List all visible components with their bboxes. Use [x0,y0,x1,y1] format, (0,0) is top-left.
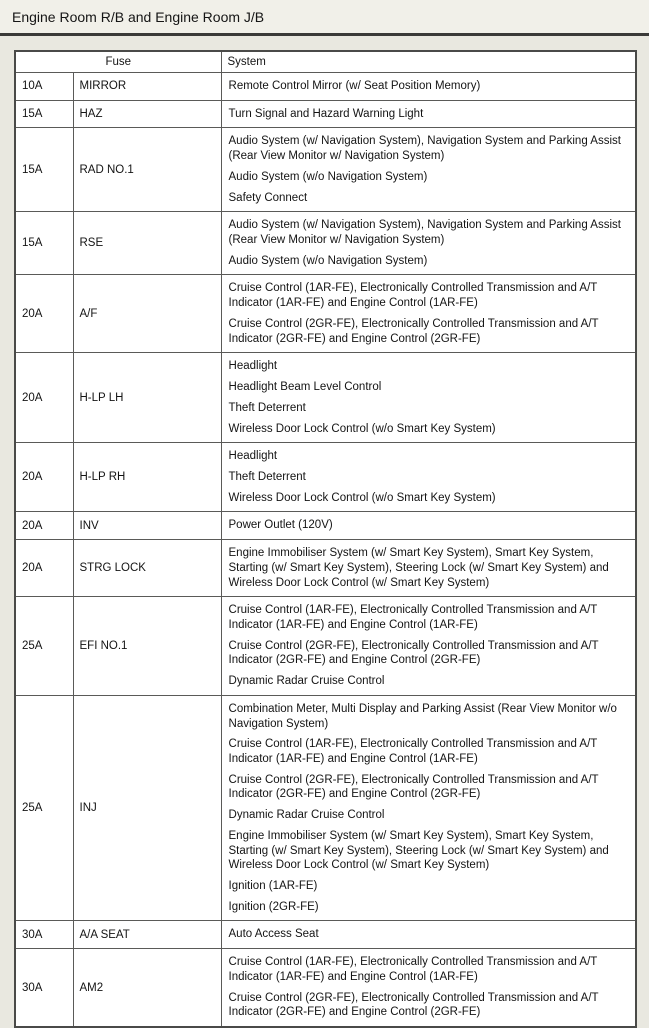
system-item: Cruise Control (2GR-FE), Electronically Controlled Transmission and A/T Indicator (2GR-FE) and Engine Control (2GR-FE) [228,639,599,667]
fuse-systems [221,921,636,949]
fuse-amp: 30A [15,921,73,949]
fuse-row [15,73,636,101]
fuse-table [14,50,637,1028]
system-item: Cruise Control (1AR-FE), Electronically Controlled Transmission and A/T Indicator (1AR-FE) and Engine Control (1AR-FE) [228,738,598,765]
fuse-row [15,443,636,512]
fuse-name: RAD NO.1 [73,128,221,212]
fuse-amp: 20A [15,275,73,353]
fuse-systems [221,128,636,212]
system-item: Headlight [228,360,278,373]
system-item: Auto Access Seat [228,928,319,941]
fuse-name: INV [73,512,221,540]
system-item: Headlight Beam Level Control [228,381,382,394]
fuse-amp: 20A [15,540,73,597]
fuse-row [15,100,636,128]
fuse-table-body [15,73,636,1028]
fuse-amp: 25A [15,695,73,921]
system-item: Power Outlet (120V) [228,519,333,532]
fuse-name: H-LP LH [73,353,221,443]
column-header-system: System [221,51,636,73]
system-item: Cruise Control (1AR-FE), Electronically Controlled Transmission and A/T Indicator (1AR-FE) and Engine Control (1AR-FE) [228,282,598,310]
page-title [0,0,649,36]
system-item: Audio System (w/ Navigation System), Navigation System and Parking Assist (Rear View Monitor w/ Navigation System) [228,219,621,247]
system-item: Cruise Control (1AR-FE), Electronically Controlled Transmission and A/T Indicator (1AR-FE) and Engine Control (1AR-FE) [228,956,598,983]
fuse-systems [221,100,636,128]
fuse-name: EFI NO.1 [73,597,221,696]
system-item: Engine Immobiliser System (w/ Smart Key System), Smart Key System, Starting (w/ Smart Key System), Steering Lock (w/ Smart Key System) and Wireless Door Lock Control (w/ Smart Key System) [228,829,609,872]
system-item: Audio System (w/o Navigation System) [228,254,428,267]
system-item: Cruise Control (2GR-FE), Electronically Controlled Transmission and A/T Indicator (2GR-FE) and Engine Control (2GR-FE) [228,317,599,345]
system-item: Headlight [228,450,278,463]
fuse-row [15,695,636,921]
fuse-row [15,275,636,353]
fuse-systems [221,275,636,353]
system-item: Remote Control Mirror (w/ Seat Position Memory) [228,80,481,92]
fuse-name: INJ [73,695,221,921]
fuse-row [15,949,636,1027]
fuse-row [15,597,636,696]
fuse-name: A/F [73,275,221,353]
fuse-systems [221,512,636,540]
fuse-row [15,353,636,443]
fuse-row [15,540,636,597]
fuse-row [15,512,636,540]
fuse-row [15,212,636,275]
system-item: Cruise Control (1AR-FE), Electronically Controlled Transmission and A/T Indicator (1AR-FE) and Engine Control (1AR-FE) [228,604,598,631]
system-item: Dynamic Radar Cruise Control [228,809,385,822]
page-title-text: Engine Room R/B and Engine Room J/B [12,9,265,25]
system-item: Audio System (w/ Navigation System), Navigation System and Parking Assist (Rear View Monitor w/ Navigation System) [228,135,621,163]
fuse-table-container [0,36,649,1028]
fuse-name: A/A SEAT [73,921,221,949]
fuse-systems [221,353,636,443]
table-header-row [15,51,636,73]
fuse-amp: 15A [15,100,73,128]
fuse-systems [221,540,636,597]
fuse-systems [221,597,636,696]
fuse-amp: 15A [15,128,73,212]
fuse-name: H-LP RH [73,443,221,512]
fuse-systems [221,695,636,921]
system-item: Cruise Control (2GR-FE), Electronically Controlled Transmission and A/T Indicator (2GR-FE) and Engine Control (2GR-FE) [228,991,599,1019]
system-item: Ignition (1AR-FE) [228,880,318,893]
fuse-row [15,128,636,212]
system-item: Wireless Door Lock Control (w/o Smart Key System) [228,491,496,504]
fuse-name: AM2 [73,949,221,1027]
fuse-name: HAZ [73,100,221,128]
fuse-systems [221,212,636,275]
system-item: Engine Immobiliser System (w/ Smart Key System), Smart Key System, Starting (w/ Smart Key System), Steering Lock (w/ Smart Key System) and Wireless Door Lock Control (w/ Smart Key System) [228,547,609,589]
fuse-amp: 25A [15,597,73,696]
fuse-name: STRG LOCK [73,540,221,597]
fuse-amp: 20A [15,443,73,512]
column-header-fuse: Fuse [15,51,221,73]
system-item: Theft Deterrent [228,401,306,414]
system-item: Wireless Door Lock Control (w/o Smart Key System) [228,422,496,435]
system-item: Cruise Control (2GR-FE), Electronically Controlled Transmission and A/T Indicator (2GR-FE) and Engine Control (2GR-FE) [228,773,599,801]
system-item: Audio System (w/o Navigation System) [228,170,428,183]
fuse-amp: 10A [15,73,73,101]
fuse-name: MIRROR [73,73,221,101]
fuse-row [15,921,636,949]
system-item: Dynamic Radar Cruise Control [228,675,385,688]
fuse-systems [221,73,636,101]
fuse-amp: 20A [15,512,73,540]
fuse-amp: 20A [15,353,73,443]
system-item: Ignition (2GR-FE) [228,900,319,913]
fuse-amp: 30A [15,949,73,1027]
system-item: Turn Signal and Hazard Warning Light [228,107,424,120]
system-item: Safety Connect [228,191,308,204]
fuse-systems [221,949,636,1027]
fuse-systems [221,443,636,512]
system-item: Theft Deterrent [228,470,306,483]
fuse-amp: 15A [15,212,73,275]
system-item: Combination Meter, Multi Display and Parking Assist (Rear View Monitor w/o Navigation System) [228,702,617,730]
fuse-name: RSE [73,212,221,275]
